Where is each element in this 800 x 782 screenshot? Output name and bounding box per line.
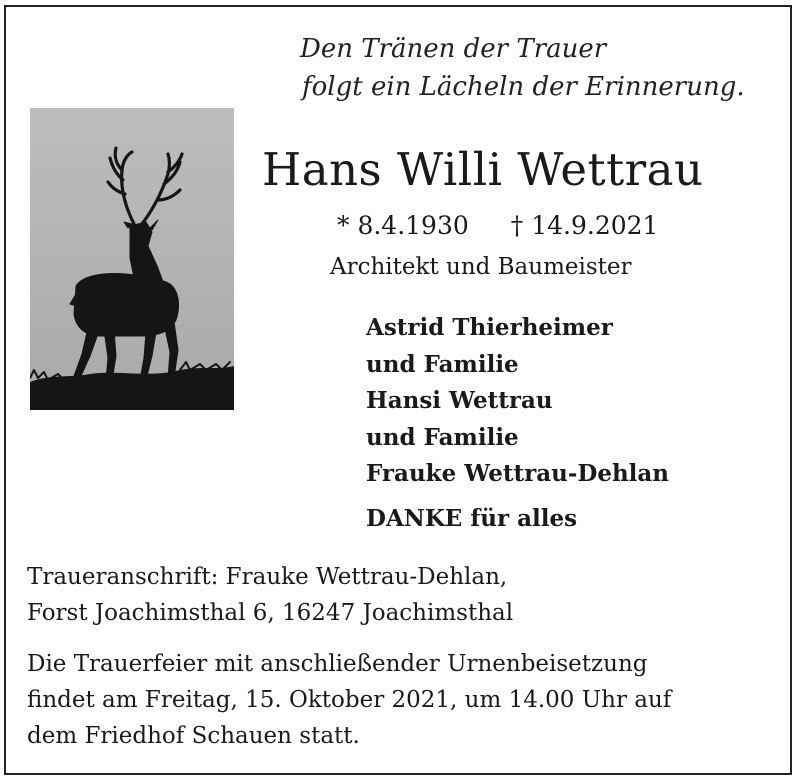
life-dates [337,208,658,244]
family-list [366,310,669,493]
mourning-address [27,559,513,631]
ceremony-line-1: Die Trauerfeier mit anschließender Urnenbeisetzung [27,651,648,677]
ceremony-notice [27,646,671,754]
deceased-name: Hans Willi Wettrau [262,143,704,196]
memorial-quote [300,30,745,106]
profession: Architekt und Baumeister [330,254,632,280]
family-line: und Familie [366,423,519,451]
birth-date: * 8.4.1930 [337,211,469,240]
stag-photo [30,108,234,410]
family-line: Hansi Wettrau [366,387,553,414]
family-line: Frauke Wettrau-Dehlan [366,460,670,487]
quote-line-2: folgt ein Lächeln der Erinnerung. [302,72,745,102]
ceremony-line-2: findet am Freitag, 15. Oktober 2021, um 14.00 Uhr auf [27,687,672,713]
quote-line-1: Den Tränen der Trauer [300,34,607,64]
ceremony-line-3: dem Friedhof Schauen statt. [27,723,360,749]
address-line-1: Traueranschrift: Frauke Wettrau-Dehlan, [27,564,508,590]
family-line: Astrid Thierheimer [366,314,613,341]
death-date: † 14.9.2021 [510,211,659,240]
address-line-2: Forst Joachimsthal 6, 16247 Joachimsthal [27,600,514,626]
thanks-line: DANKE für alles [366,505,578,532]
family-line: und Familie [366,350,519,378]
stag-silhouette-image [30,108,234,410]
